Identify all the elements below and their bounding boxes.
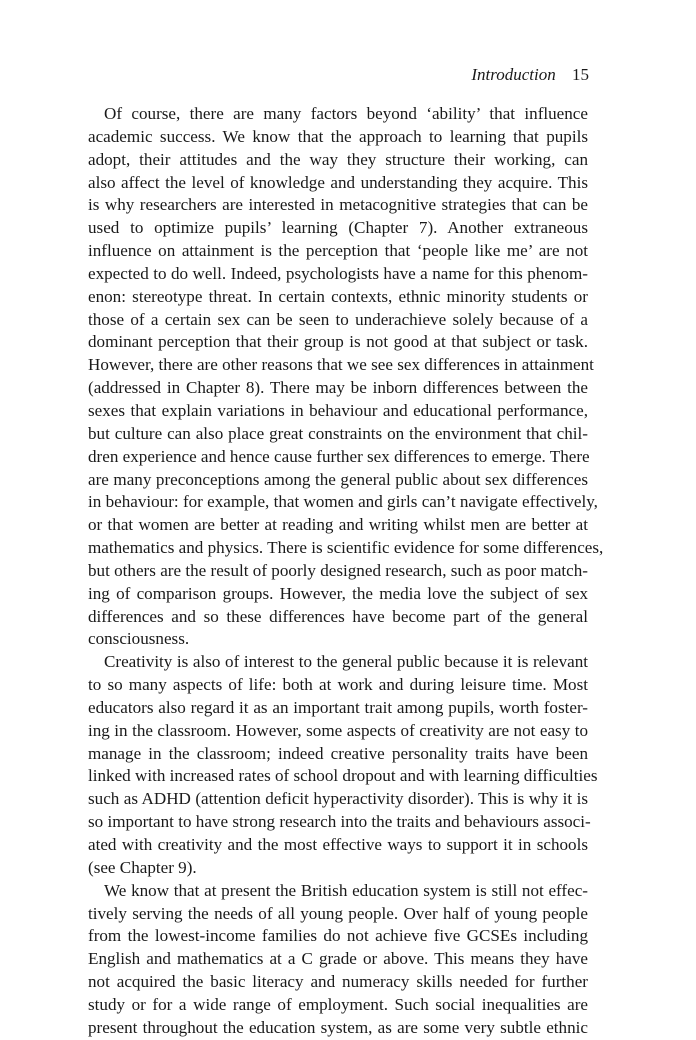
text-line: but culture can also place great constraints on the environment that chil- xyxy=(88,423,588,443)
text-line: not acquired the basic literacy and numeracy skills needed for further xyxy=(88,972,588,992)
paragraph xyxy=(88,651,598,879)
text-line: ing of comparison groups. However, the media love the subject of sex xyxy=(88,583,588,603)
text-line: so important to have strong research into the traits and behaviours associ- xyxy=(88,812,591,832)
text-line: academic success. We know that the approach to learning that pupils xyxy=(88,126,588,146)
text-line: (see Chapter 9). xyxy=(88,857,197,877)
text-line: is why researchers are interested in metacognitive strategies that can be xyxy=(88,195,588,215)
text-line: ing in the classroom. However, some aspects of creativity are not easy to xyxy=(88,720,588,740)
text-line: or that women are better at reading and writing whilst men are better at xyxy=(88,515,588,535)
paragraph xyxy=(88,103,604,651)
text-line: dren experience and hence cause further sex differences to emerge. There xyxy=(88,446,590,466)
text-line: also affect the level of knowledge and understanding they acquire. This xyxy=(88,172,588,192)
text-line: We know that at present the British education system is still not effec- xyxy=(104,880,588,900)
paragraph xyxy=(88,880,588,1040)
text-line: ated with creativity and the most effective ways to support it in schools xyxy=(88,835,588,854)
text-line: tively serving the needs of all young people. Over half of young people xyxy=(88,903,588,923)
text-line: present throughout the education system, as are some very subtle ethnic xyxy=(88,1017,588,1037)
text-line: such as ADHD (attention deficit hyperactivity disorder). This is why it is xyxy=(88,789,588,809)
text-line: in behaviour: for example, that women and girls can’t navigate effectively, xyxy=(88,492,598,512)
text-line: linked with increased rates of school dropout and with learning difficulties xyxy=(88,766,598,786)
text-line: adopt, their attitudes and the way they structure their working, can xyxy=(88,149,588,169)
text-line: dominant perception that their group is not good at that subject or task. xyxy=(88,332,588,352)
text-line: to so many aspects of life: both at work and during leisure time. Most xyxy=(88,675,588,695)
text-line: English and mathematics at a C grade or above. This means they have xyxy=(88,949,588,969)
text-line: but others are the result of poorly designed research, such as poor match- xyxy=(88,560,588,580)
body-text xyxy=(88,103,604,1040)
section-title: Introduction xyxy=(471,65,556,84)
text-line: manage in the classroom; indeed creative personality traits have been xyxy=(88,743,588,763)
text-line: However, there are other reasons that we see sex differences in attainment xyxy=(88,355,594,375)
text-line: (addressed in Chapter 8). There may be inborn differences between the xyxy=(88,378,588,398)
text-line: are many preconceptions among the general public about sex differences xyxy=(88,469,588,489)
text-line: influence on attainment is the perception that ‘people like me’ are not xyxy=(88,241,588,261)
text-line: mathematics and physics. There is scientific evidence for some differences, xyxy=(88,538,604,558)
text-line: educators also regard it as an important trait among pupils, worth foster- xyxy=(88,697,588,717)
running-header xyxy=(471,64,589,86)
text-line: consciousness. xyxy=(88,629,190,649)
text-line: enon: stereotype threat. In certain contexts, ethnic minority students or xyxy=(88,286,588,306)
text-line: those of a certain sex can be seen to underachieve solely because of a xyxy=(88,309,588,329)
text-line: sexes that explain variations in behaviour and educational performance, xyxy=(88,400,588,420)
page-number: 15 xyxy=(572,65,589,84)
text-line: used to optimize pupils’ learning (Chapter 7). Another extraneous xyxy=(88,218,588,238)
text-line: Of course, there are many factors beyond ‘ability’ that influence xyxy=(104,104,588,123)
text-line: study or for a wide range of employment. Such social inequalities are xyxy=(88,994,588,1014)
text-line: Creativity is also of interest to the general public because it is relevant xyxy=(104,652,588,672)
text-line: from the lowest-income families do not achieve five GCSEs including xyxy=(88,926,588,946)
text-line: expected to do well. Indeed, psychologists have a name for this phenom- xyxy=(88,263,588,283)
text-line: differences and so these differences have become part of the general xyxy=(88,606,588,626)
